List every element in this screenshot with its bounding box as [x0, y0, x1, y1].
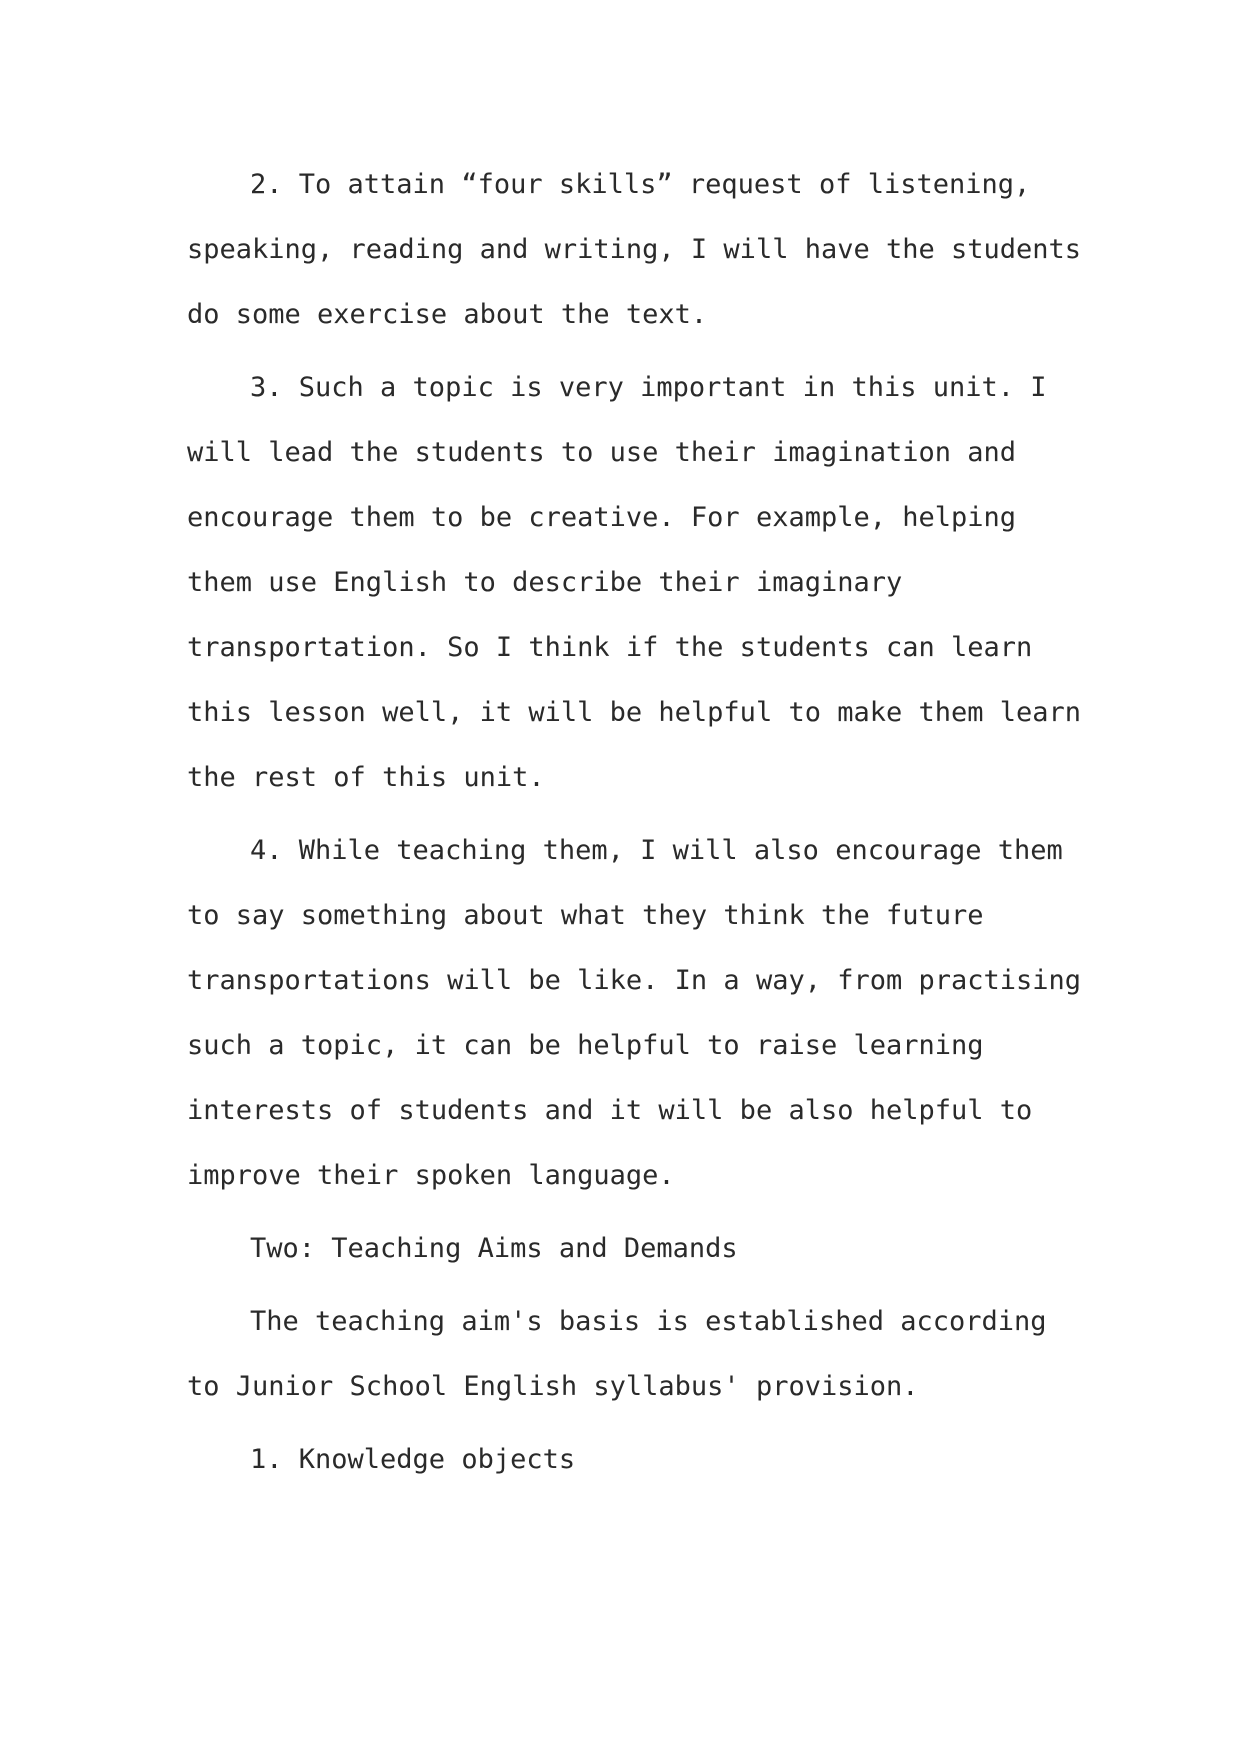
text-line: improve their spoken language.	[187, 1160, 675, 1191]
paragraph-teaching-aim-basis	[187, 1289, 1067, 1419]
text-line: this lesson well, it will be helpful to make them learn	[187, 697, 1082, 728]
text-line: speaking, reading and writing, I will have the students	[187, 234, 1082, 265]
text-line: do some exercise about the text.	[187, 299, 708, 330]
document-body	[187, 152, 1082, 1500]
paragraph-topic-importance	[187, 355, 1082, 810]
text-line: interests of students and it will be also helpful to	[187, 1095, 1033, 1126]
text-line: will lead the students to use their imagination and	[187, 437, 1017, 468]
text-line: them use English to describe their imaginary	[187, 567, 903, 598]
text-line: to Junior School English syllabus' provision.	[187, 1371, 919, 1402]
paragraph-four-skills	[187, 152, 1082, 347]
text-line: 1. Knowledge objects	[250, 1444, 576, 1475]
text-line: 4. While teaching them, I will also encourage them	[250, 835, 1063, 866]
text-line: transportation. So I think if the students can learn	[187, 632, 1033, 663]
paragraph-future-transport	[187, 818, 1082, 1208]
text-line: encourage them to be creative. For example, helping	[187, 502, 1017, 533]
text-line: 2. To attain “four skills” request of listening,	[250, 169, 1031, 200]
section-heading-teaching-aims	[187, 1216, 1067, 1281]
text-line: Two: Teaching Aims and Demands	[250, 1233, 738, 1264]
text-line: 3. Such a topic is very important in this unit. I	[250, 372, 1047, 403]
text-line: such a topic, it can be helpful to raise learning	[187, 1030, 984, 1061]
text-line: to say something about what they think the future	[187, 900, 984, 931]
text-line: The teaching aim's basis is established according	[250, 1306, 1047, 1337]
text-line: the rest of this unit.	[187, 762, 545, 793]
subheading-knowledge-objects	[187, 1427, 1067, 1492]
text-line: transportations will be like. In a way, from practising	[187, 965, 1082, 996]
